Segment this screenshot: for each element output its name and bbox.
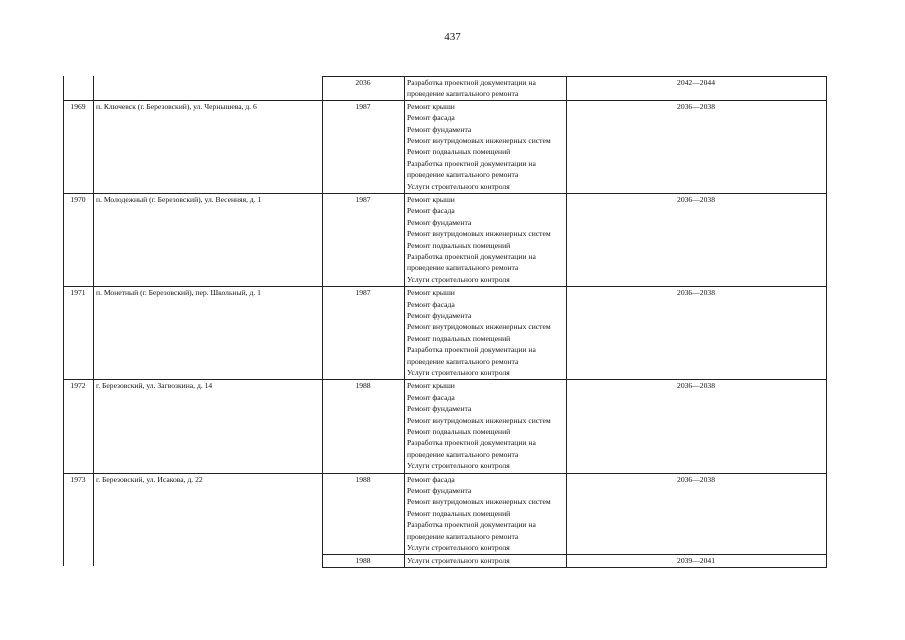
- period-cell: 2036—2038: [677, 288, 715, 298]
- year-cell: 1988: [355, 381, 371, 391]
- work-item: Услуги строительного контроля: [407, 181, 510, 191]
- address-cell: п. Молодежный (г. Березовский), ул. Весенняя, д. 1: [96, 195, 262, 204]
- work-item: Услуги строительного контроля: [407, 556, 510, 566]
- address-cell: п. Монетный (г. Березовский), пер. Школьный, д. 1: [96, 288, 261, 298]
- work-item: Разработка проектной документации на: [407, 520, 536, 530]
- work-item: Ремонт фундамента: [407, 404, 472, 414]
- work-item: Ремонт подвальных помещений: [407, 240, 511, 250]
- column-border-period: [566, 76, 567, 568]
- period-cell: 2039—2041: [677, 556, 715, 566]
- work-item: Ремонт фундамента: [407, 486, 472, 495]
- column-border-address: [93, 76, 94, 566]
- year-cell: 1987: [355, 195, 371, 204]
- work-item: проведение капитального ремонта: [407, 356, 519, 366]
- work-item: Ремонт внутридомовых инженерных систем: [407, 415, 551, 425]
- work-item: проведение капитального ремонта: [407, 170, 519, 180]
- work-item: проведение капитального ремонта: [407, 89, 519, 99]
- work-item: Разработка проектной документации на: [407, 345, 536, 355]
- work-item: проведение капитального ремонта: [407, 449, 519, 459]
- work-item: Ремонт крыши: [407, 195, 455, 204]
- work-item: Разработка проектной документации на: [407, 158, 536, 168]
- work-item: проведение капитального ремонта: [407, 531, 519, 541]
- period-cell: 2036—2038: [677, 195, 715, 204]
- work-item: Ремонт внутридомовых инженерных систем: [407, 497, 551, 507]
- column-border-right: [826, 76, 827, 568]
- work-item: Ремонт фундамента: [407, 311, 472, 320]
- year-cell: 1987: [355, 101, 371, 111]
- row-number: 1972: [70, 381, 86, 391]
- column-border-year: [322, 76, 323, 568]
- year-cell: 1988: [355, 474, 371, 484]
- year-cell: 2036: [355, 78, 371, 87]
- row-number: 1971: [70, 288, 86, 298]
- work-item: Ремонт крыши: [407, 381, 455, 391]
- work-item: Ремонт подвальных помещений: [407, 147, 511, 157]
- period-cell: 2036—2038: [677, 101, 715, 111]
- work-item: Услуги строительного контроля: [407, 461, 510, 471]
- page-number: 437: [444, 31, 461, 43]
- work-item: Ремонт фасада: [407, 392, 455, 402]
- period-cell: 2036—2038: [677, 381, 715, 391]
- work-item: Разработка проектной документации на: [407, 438, 536, 448]
- work-item: Ремонт подвальных помещений: [407, 508, 511, 518]
- work-item: Ремонт внутридомовых инженерных систем: [407, 322, 551, 332]
- work-item: Ремонт фасада: [407, 474, 455, 484]
- year-cell: 1987: [355, 288, 371, 298]
- row-number: 1970: [70, 195, 86, 204]
- row-number: 1973: [70, 474, 86, 484]
- work-item: Разработка проектной документации на: [407, 252, 536, 261]
- column-border-works: [404, 76, 405, 568]
- row-number: 1969: [70, 101, 86, 111]
- address-cell: п. Ключевск (г. Березовский), ул. Чернышева, д. 6: [96, 101, 257, 111]
- row-border-bottom: [322, 567, 827, 568]
- period-cell: 2042—2044: [677, 78, 715, 87]
- work-item: Ремонт крыши: [407, 288, 455, 298]
- work-item: Разработка проектной документации на: [407, 78, 536, 87]
- address-cell: г. Березовский, ул. Исакова, д. 22: [96, 474, 203, 484]
- work-item: проведение капитального ремонта: [407, 263, 519, 273]
- work-item: Ремонт подвальных помещений: [407, 427, 511, 436]
- work-item: Услуги строительного контроля: [407, 274, 510, 284]
- work-item: Ремонт фундамента: [407, 217, 472, 227]
- work-item: Ремонт крыши: [407, 101, 455, 111]
- work-item: Услуги строительного контроля: [407, 368, 510, 377]
- work-item: Ремонт фасада: [407, 113, 455, 123]
- period-cell: 2036—2038: [677, 474, 715, 484]
- work-item: Услуги строительного контроля: [407, 543, 510, 552]
- work-item: Ремонт внутридомовых инженерных систем: [407, 229, 551, 239]
- work-item: Ремонт фундамента: [407, 124, 472, 134]
- work-item: Ремонт подвальных помещений: [407, 333, 511, 343]
- year-cell: 1988: [355, 556, 371, 566]
- work-item: Ремонт внутридомовых инженерных систем: [407, 136, 551, 145]
- work-item: Ремонт фасада: [407, 299, 455, 309]
- work-item: Ремонт фасада: [407, 206, 455, 216]
- address-cell: г. Березовский, ул. Загвозкина, д. 14: [96, 381, 213, 391]
- column-border-left: [63, 76, 64, 566]
